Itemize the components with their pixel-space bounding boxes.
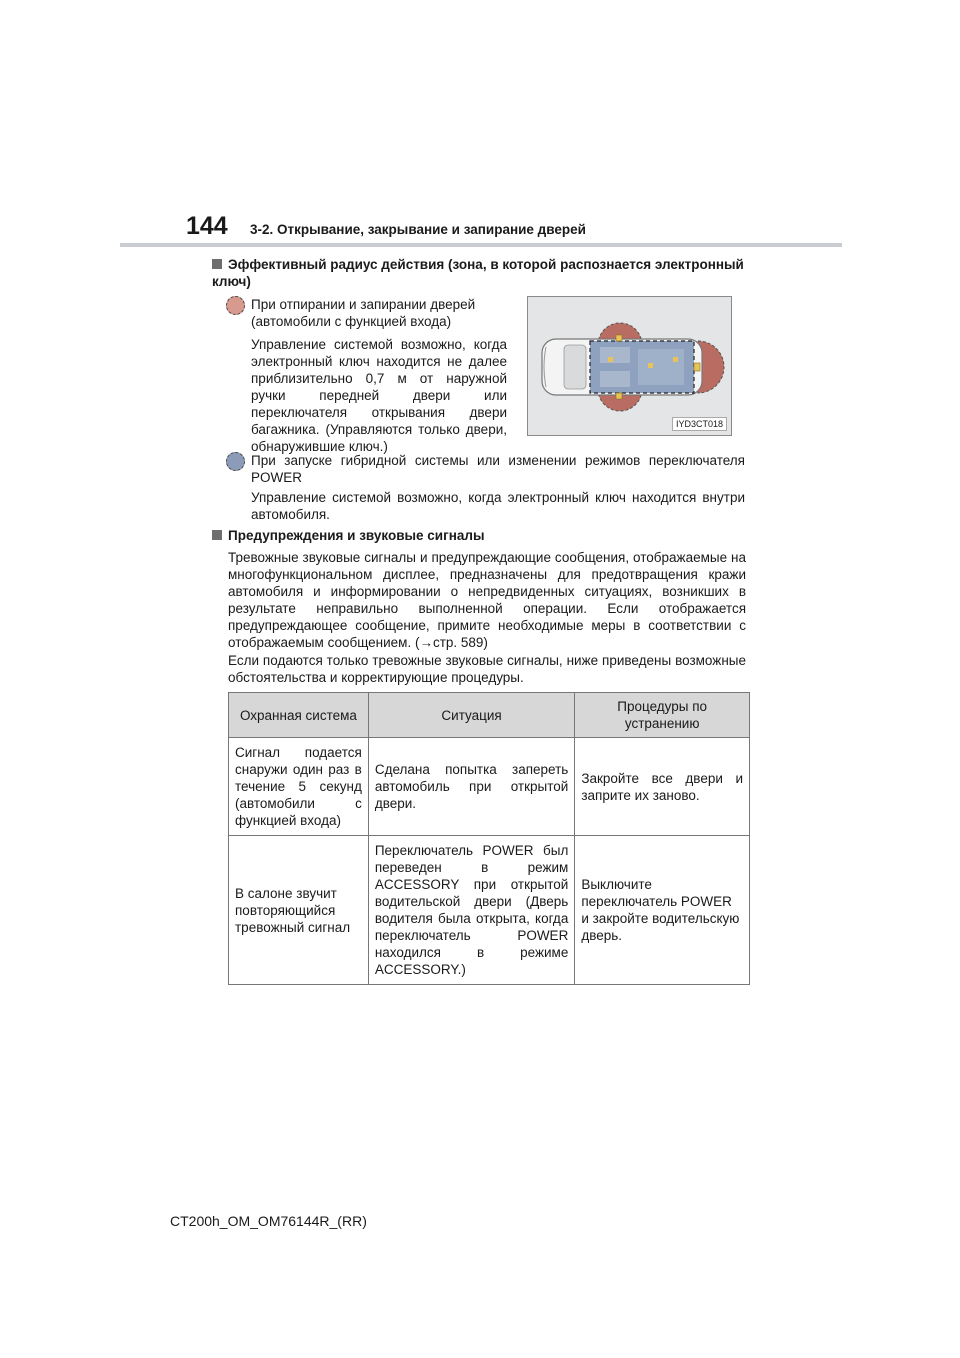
table-row — [229, 738, 750, 836]
table-header-cell: Процедуры по устранению — [575, 693, 750, 738]
item-red-title: При отпирании и запирании дверей (автомобили с функцией входа) — [251, 297, 476, 329]
zone-blue-icon — [226, 452, 245, 471]
table-cell: Сделана попытка запереть автомобиль при открытой двери. — [368, 738, 574, 836]
table-cell: Сигнал подается снаружи один раз в течение 5 секунд (автомобили с функцией входа) — [229, 738, 369, 836]
alarm-table — [228, 692, 750, 985]
table-cell: Переключатель POWER был переведен в режим ACCESSORY при открытой водительской двери (Дверь водителя была открыта, когда переключатель POWER находился в режиме ACCESSORY.) — [368, 836, 574, 985]
square-bullet-icon — [212, 530, 222, 540]
alarms-paragraph: Если подаются только тревожные звуковые сигналы, ниже приведены возможные обстоятельства и корректирующие процедуры. — [228, 653, 746, 685]
zone-red-icon — [226, 296, 245, 315]
table-header-cell: Ситуация — [368, 693, 574, 738]
table-header-row — [229, 693, 750, 738]
item-blue-body: Управление системой возможно, когда электронный ключ находится внутри автомобиля. — [251, 490, 745, 522]
car-top-view-illustration — [528, 297, 731, 435]
page-number: 144 — [186, 212, 228, 240]
square-bullet-icon — [212, 259, 222, 269]
document-code: CT200h_OM_OM76144R_(RR) — [170, 1213, 367, 1229]
figure-code: IYD3CT018 — [672, 417, 727, 431]
table-cell: В салоне звучит повторяющийся тревожный сигнал — [229, 836, 369, 985]
section-heading-range: Эффективный радиус действия (зона, в которой распознается электронный ключ) — [212, 257, 744, 289]
section-heading-warnings: Предупреждения и звуковые сигналы — [212, 528, 485, 543]
item-red-body: Управление системой возможно, когда электронный ключ находится не далее приблизительно 0,7 м от наружной ручки передней двери или переключателя открывания двери багажника. (Управляются только двери, обнаружившие ключ.) — [251, 337, 507, 454]
header-divider — [120, 243, 842, 247]
warnings-paragraph: Тревожные звуковые сигналы и предупреждающие сообщения, отображаемые на многофункциональном дисплее, предназначены для предотвращения кражи автомобиля и информировании о непредвиденных ситуациях, возникших в результате неправильно выполненной операции. Если отображается предупреждающее сообщение, примите необходимые меры в соответствии с отображаемым сообщением. (→стр. 589) — [228, 550, 746, 650]
table-row — [229, 836, 750, 985]
section-title: 3-2. Открывание, закрывание и запирание дверей — [250, 222, 586, 237]
item-blue-title: При запуске гибридной системы или изменении режимов переключателя POWER — [251, 453, 745, 485]
detection-zone-figure — [527, 296, 732, 436]
table-cell: Закройте все двери и заприте их заново. — [575, 738, 750, 836]
table-header-cell: Охранная система — [229, 693, 369, 738]
table-cell: Выключите переключатель POWER и закройте водительскую дверь. — [575, 836, 750, 985]
